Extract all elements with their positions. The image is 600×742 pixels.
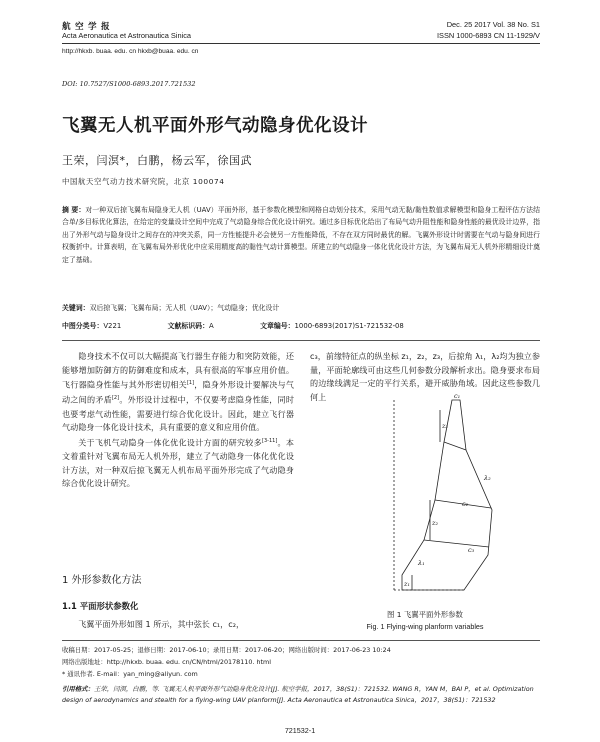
affiliation: 中国航天空气动力技术研究院，北京 100074 <box>62 177 225 186</box>
figure-1-caption-en: Fig. 1 Flying-wing planform variables <box>366 622 484 631</box>
ref-1[interactable]: [1] <box>186 380 195 387</box>
authors: 王荣，闫溟*，白鹏，杨云军，徐国武 <box>62 154 252 167</box>
abstract-rule <box>62 340 540 341</box>
footer-rule <box>62 640 540 641</box>
intro-paragraph-2: 关于飞机气动隐身一体化优化设计方面的研究较多[3-11]。本文着重针对飞翼布局无人机外形，建立了气动隐身一体化优化设计方法，对一种双后掠飞翼无人机布局平面外形完成了气动隐身综合优化设计研究。 <box>62 437 294 489</box>
citation-label: 引用格式： <box>62 685 94 693</box>
page-number: 721532-1 <box>284 726 316 735</box>
clc-value: V221 <box>103 322 122 330</box>
label-l2: λ₂ <box>484 474 491 482</box>
label-c3: c₃ <box>468 546 475 554</box>
label-c1: c₁ <box>454 392 461 400</box>
doc-code-value: A <box>208 322 214 330</box>
label-c2: c₂ <box>462 500 469 508</box>
figure-1-planform <box>380 390 520 605</box>
doi[interactable]: DOI: 10.7527/S1000-6893.2017.721532 <box>62 80 196 88</box>
chord-line-1 <box>444 442 466 450</box>
classification-row <box>62 320 540 332</box>
article-id-label: 文章编号： <box>260 322 295 330</box>
received-dates: 收稿日期：2017-05-25；退修日期：2017-06-10；录用日期：2017-06-20；网络出版时间：2017-06-23 10:24 <box>62 646 391 654</box>
figure-1-caption-cn: 图 1 飞翼平面外形参数 <box>387 610 463 619</box>
clc-label: 中图分类号： <box>62 322 104 330</box>
keywords-label: 关键词： <box>62 304 90 312</box>
ref-2[interactable]: [2] <box>111 395 120 402</box>
date-volume: Dec. 25 2017 Vol. 38 No. S1 <box>446 20 540 29</box>
left-column <box>62 350 294 491</box>
article-id-value: 1000-6893(2017)S1-721532-08 <box>294 322 404 330</box>
label-l1: λ₁ <box>418 559 425 567</box>
corresponding-author: * 通讯作者. E-mail：yan_ming@aliyun. com <box>62 670 198 678</box>
label-z3: z₃ <box>442 422 449 430</box>
journal-urls[interactable]: http://hkxb. buaa. edu. cn hkxb@buaa. edu. cn <box>62 48 199 55</box>
intro-paragraph-1: 隐身技术不仅可以大幅提高飞行器生存能力和突防效能，还能够增加防御方的防御难度和成本，具有很高的军事应用价值。飞行器隐身性能与其外形密切相关[1]，隐身外形设计要解决与气动之间的矛盾[2]。外形设计过程中，不仅要考虑隐身性能，同时也要考虑气动性能，需要进行综合优化设计。因此，建立飞行器气动隐身一体化设计技术，具有重要的意义和应用价值。 <box>62 351 294 433</box>
header-rule <box>62 43 540 44</box>
abstract-text: 对一种双后掠飞翼布局隐身无人机（UAV）平面外形，基于参数化模型和网格自动划分技术，采用气动无黏/黏性数值求解模型和隐身工程评估方法结合单/多目标优化算法，在给定的变量设计空间中完成了气动隐身综合优化设计研究。通过多目标优化给出了布局气动升阻性能和隐身性能的最优设计边界，指出了外形气动与隐身设计之间存在的冲突关系，同一方性能提升必会使另一方性能降低，不存在双方同时最优的解。飞翼外形设计时需要在气动与隐身间进行权衡折中。计算表明，在飞翼布局外形优化中应采用精度高的黏性气动计算模型。所建立的气动隐身一体化优化设计方法，为飞翼布局无人机外形精细设计奠定了基础。 <box>62 206 540 264</box>
label-z2: z₂ <box>432 519 439 527</box>
planform-paragraph: 飞翼平面外形如图 1 所示，其中弦长 c₁，c₂， <box>78 619 245 629</box>
citation-text: 王荣，闫溟，白鹏，等. 飞翼无人机平面外形气动隐身优化设计[J]. 航空学报，2017，38(S1)：721532. WANG R，YAN M，BAI P，et al. Optimization design of aerodynamics and stealth for a flying-wing UAV planform[J]. Acta Aeronautica et Astronautica Sinica，2017，38(S1)：721532 <box>62 685 534 704</box>
online-url[interactable]: 网络出版地址：http://hkxb. buaa. edu. cn/CN/html/20178110. html <box>62 658 272 666</box>
right-column-text: c₃，前缘特征点的纵坐标 z₁，z₂，z₃，后掠角 λ₁，λ₂均为独立参量，平面轮廓线可由这些几何参数分段解析求出。隐身要求布局的边缘线满足一定的平行关系，避开威胁角域。因此这些参数几何上 <box>310 351 540 402</box>
journal-name-en: Acta Aeronautica et Astronautica Sinica <box>62 31 192 40</box>
keywords <box>62 302 540 314</box>
section-1-heading: 1 外形参数化方法 <box>62 575 142 586</box>
keywords-text: 双后掠飞翼；飞翼布局；无人机（UAV）；气动隐身；优化设计 <box>89 304 280 312</box>
ref-3-11[interactable]: [3-11] <box>262 437 278 444</box>
footer-notes <box>62 644 540 680</box>
citation <box>62 684 540 706</box>
issn: ISSN 1000-6893 CN 11-1929/V <box>437 31 540 40</box>
journal-name-cn: 航 空 学 报 <box>62 21 111 31</box>
abstract <box>62 204 540 266</box>
label-z1: z₁ <box>404 580 411 588</box>
abstract-label: 摘 要： <box>62 206 86 214</box>
section-1-1-heading: 1.1 平面形状参数化 <box>62 601 139 611</box>
chord-line-3 <box>424 540 489 547</box>
doc-code-label: 文献标识码： <box>167 322 209 330</box>
paper-title: 飞翼无人机平面外形气动隐身优化设计 <box>62 116 368 136</box>
